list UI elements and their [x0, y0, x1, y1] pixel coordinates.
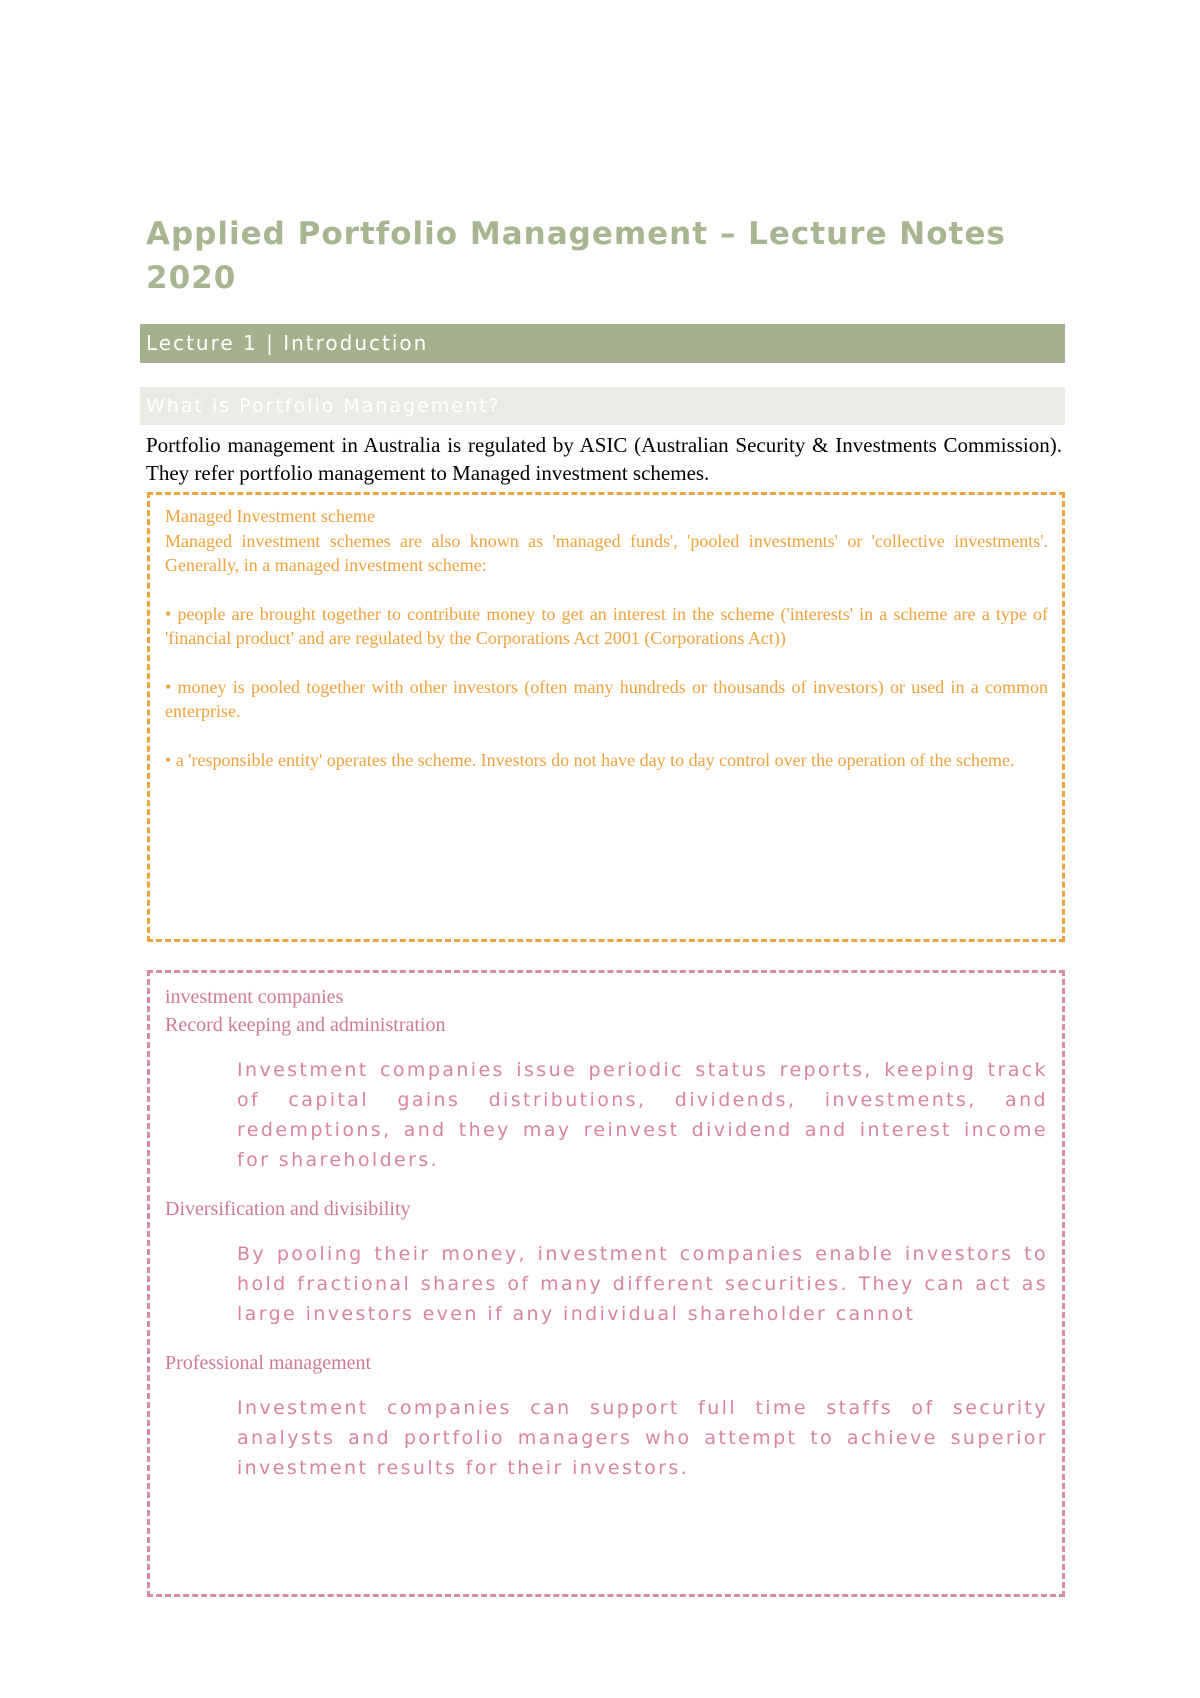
section-heading-record-keeping: Record keeping and administration	[165, 1014, 446, 1036]
investment-companies-title: investment companies	[165, 986, 344, 1008]
lecture-heading-bar: Lecture 1 | Introduction	[140, 324, 1065, 363]
investment-companies-box	[147, 970, 1065, 1597]
managed-investment-scheme-box	[147, 492, 1065, 942]
section-heading-professional-management: Professional management	[165, 1352, 372, 1374]
section-heading-diversification: Diversification and divisibility	[165, 1198, 411, 1220]
intro-paragraph: Portfolio management in Australia is regulated by ASIC (Australian Security & Investments Commission). They refer portfolio management to Managed investment schemes.	[146, 433, 1062, 485]
managed-scheme-bullet: • people are brought together to contribute money to get an interest in the scheme ('interests' in a scheme are a type of 'financial product' and are regulated by the Corporations Act 2001 (Corporations Act))	[165, 603, 1048, 648]
managed-scheme-bullet: • a 'responsible entity' operates the scheme. Investors do not have day to day control over the operation of the scheme.	[165, 749, 1015, 770]
managed-scheme-bullet: • money is pooled together with other investors (often many hundreds or thousands of investors) or used in a common enterprise.	[165, 676, 1048, 721]
section-body-professional-management: Investment companies can support full time staffs of security analysts and portfolio managers who attempt to achieve superior investment results for their investors.	[237, 1397, 1048, 1479]
section-heading-bar: What is Portfolio Management?	[140, 387, 1065, 425]
managed-scheme-intro: Managed investment schemes are also known as 'managed funds', 'pooled investments' or 'collective investments'. Generally, in a managed investment scheme:	[165, 530, 1048, 575]
managed-scheme-heading: Managed Investment scheme	[165, 506, 375, 526]
section-body-record-keeping: Investment companies issue periodic status reports, keeping track of capital gains distributions, dividends, investments, and redemptions, and they may reinvest dividend and interest income for shareholders.	[237, 1059, 1048, 1171]
page-title: Applied Portfolio Management – Lecture Notes 2020	[146, 216, 1006, 296]
section-body-diversification: By pooling their money, investment companies enable investors to hold fractional shares of many different securities. They can act as large investors even if any individual shareholder cannot	[237, 1243, 1048, 1325]
